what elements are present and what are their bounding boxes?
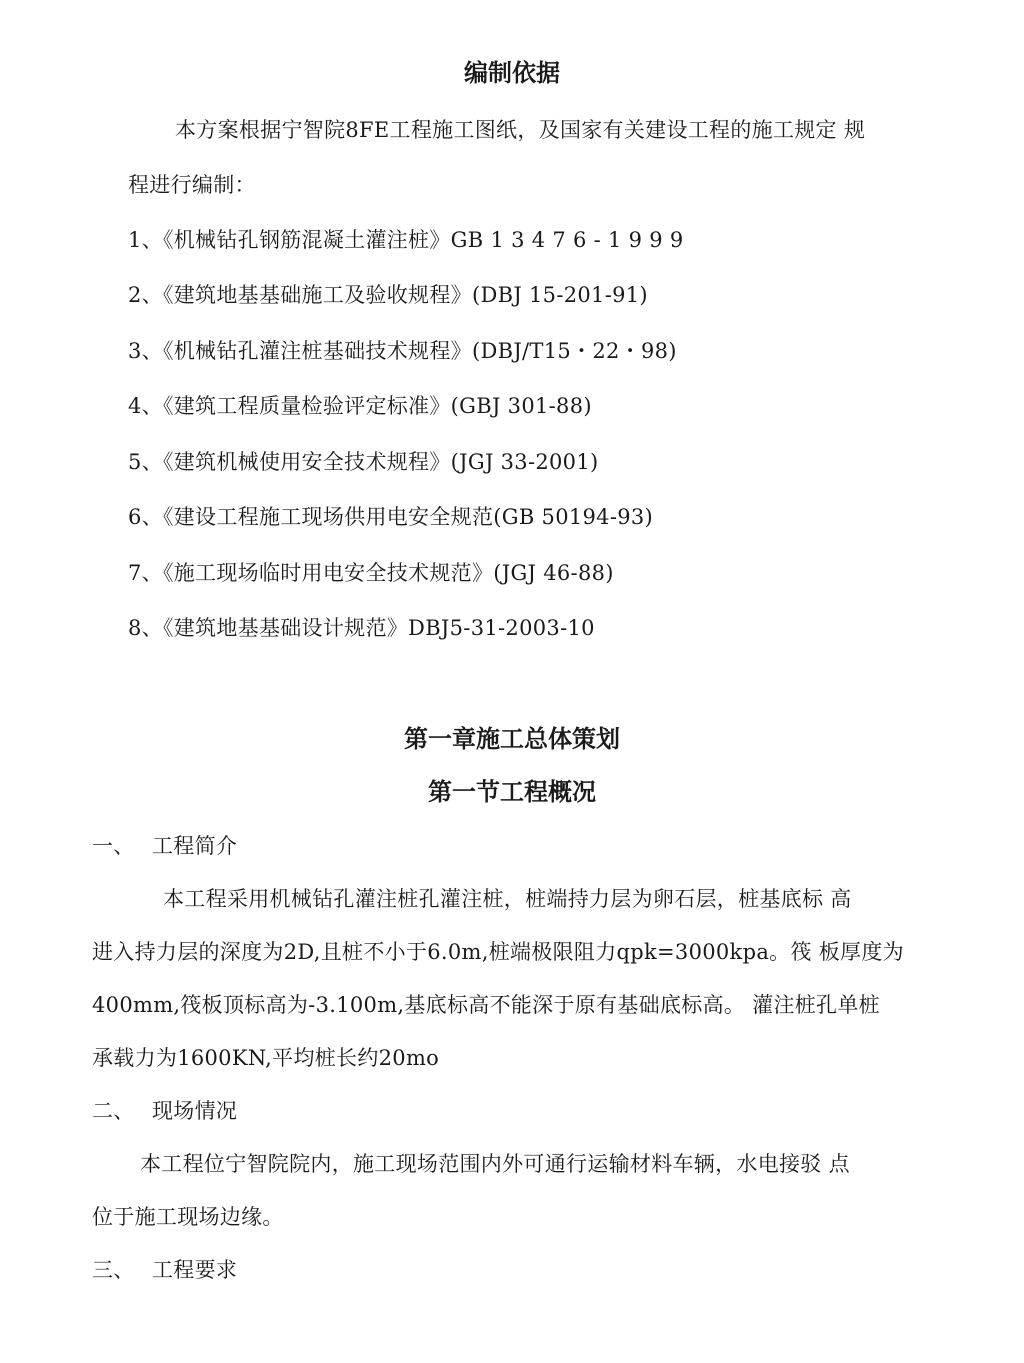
reference-item-5: 5、《建筑机械使用安全技术规程》(JGJ 33-2001)	[128, 450, 599, 474]
reference-item-7: 7、《施工现场临时用电安全技术规范》(JGJ 46-88)	[128, 561, 614, 585]
subsection-title-3: 工程要求	[152, 1258, 238, 1282]
paragraph-2-line-1: 本工程位宁智院院内，施工现场范围内外可通行运输材料车辆，水电接驳 点	[140, 1152, 850, 1176]
subsection-title-2: 现场情况	[152, 1099, 238, 1123]
reference-item-4: 4、《建筑工程质量检验评定标准》(GBJ 301-88)	[128, 394, 592, 418]
reference-item-6: 6、《建设工程施工现场供用电安全规范(GB 50194-93)	[128, 505, 654, 529]
paragraph-2-line-2: 位于施工现场边缘。	[92, 1205, 284, 1229]
subsection-marker-1: 一、	[92, 834, 135, 858]
subsection-title-1: 工程简介	[152, 834, 238, 858]
document-title: 编制依据	[464, 58, 560, 87]
intro-line-1: 本方案根据宁智院8FE工程施工图纸，及国家有关建设工程的施工规定 规	[175, 118, 866, 142]
reference-item-2: 2、《建筑地基基础施工及验收规程》(DBJ 15-201-91)	[128, 283, 648, 307]
paragraph-1-line-1: 本工程采用机械钻孔灌注桩孔灌注桩，桩端持力层为卵石层，桩基底标 高	[163, 887, 852, 911]
subsection-heading-1	[92, 832, 237, 860]
section-title: 第一节工程概况	[428, 777, 596, 806]
paragraph-1-line-3: 400mm,筏板顶标高为-3.100m,基底标高不能深于原有基础底标高。 灌注桩孔单桩	[92, 993, 880, 1017]
paragraph-1-line-2: 进入持力层的深度为2D,且桩不小于6.0m,桩端极限阻力qpk=3000kpa。筏 板厚度为	[92, 940, 904, 964]
intro-line-2: 程进行编制：	[128, 173, 256, 197]
reference-item-1: 1、《机械钻孔钢筋混凝土灌注桩》GB 1 3 4 7 6 - 1 9 9 9	[128, 228, 684, 252]
paragraph-1-line-4: 承载力为1600KN,平均桩长约20mo	[92, 1046, 440, 1070]
subsection-marker-2: 二、	[92, 1099, 135, 1123]
chapter-title: 第一章施工总体策划	[404, 724, 620, 753]
subsection-heading-3	[92, 1256, 237, 1284]
subsection-marker-3: 三、	[92, 1258, 135, 1282]
reference-item-3: 3、《机械钻孔灌注桩基础技术规程》(DBJ/T15・22・98)	[128, 339, 677, 363]
reference-item-8: 8、《建筑地基基础设计规范》DBJ5-31-2003-10	[128, 616, 595, 640]
subsection-heading-2	[92, 1097, 237, 1125]
